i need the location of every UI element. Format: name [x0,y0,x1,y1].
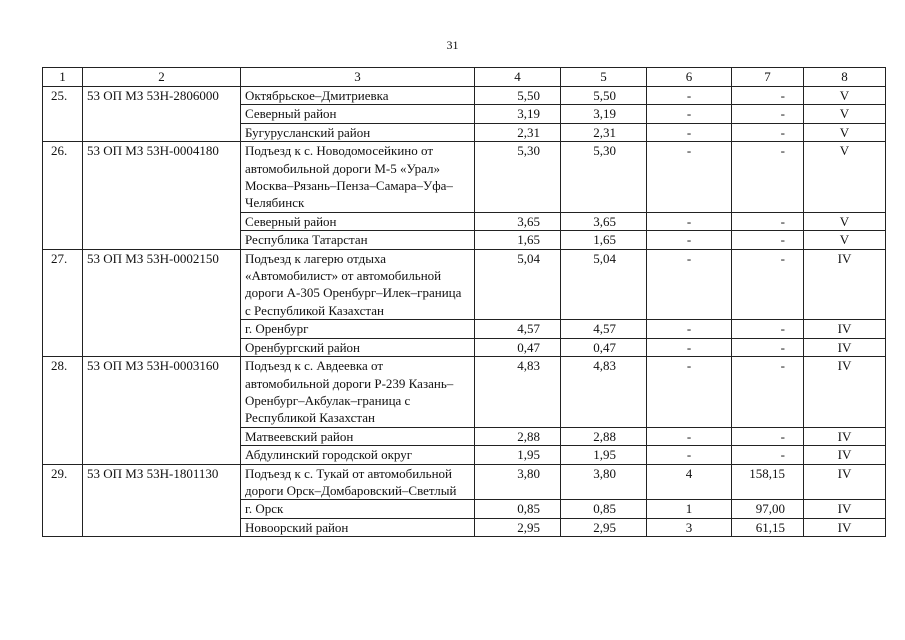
cell-col4: 2,95 [475,518,561,536]
cell-col8: V [804,87,886,105]
cell-col5: 3,19 [561,105,647,123]
cell-col5: 4,57 [561,320,647,338]
cell-col4: 0,85 [475,500,561,518]
cell-col4: 3,65 [475,212,561,230]
road-name: Октябрьское–Дмитриевка [241,87,475,105]
district-name: г. Оренбург [241,320,475,338]
header-cell-5: 5 [561,68,647,87]
cell-col7: - [732,249,804,320]
cell-col5: 5,30 [561,142,647,213]
cell-col5: 5,50 [561,87,647,105]
road-name: Подъезд к с. Новодомосейкино от автомобильной дороги М-5 «Урал» Москва–Рязань–Пенза–Самара–Уфа–Челябинск [241,142,475,213]
cell-col4: 2,31 [475,123,561,141]
road-name: Подъезд к с. Авдеевка от автомобильной дороги Р-239 Казань–Оренбург–Акбулак–граница с Республикой Казахстан [241,357,475,428]
header-cell-8: 8 [804,68,886,87]
district-name: Республика Татарстан [241,231,475,249]
cell-col6: - [647,212,732,230]
cell-col5: 0,85 [561,500,647,518]
header-cell-3: 3 [241,68,475,87]
cell-col7: - [732,123,804,141]
cell-col6: - [647,427,732,445]
road-index: 28. [43,357,83,464]
cell-col7: - [732,427,804,445]
cell-col7: - [732,320,804,338]
cell-col5: 5,04 [561,249,647,320]
cell-col8: IV [804,338,886,356]
cell-col7: - [732,212,804,230]
cell-col6: - [647,249,732,320]
cell-col8: IV [804,500,886,518]
cell-col8: V [804,231,886,249]
road-code: 53 ОП МЗ 53Н-0002150 [83,249,241,356]
cell-col7: - [732,446,804,464]
header-cell-7: 7 [732,68,804,87]
table-row [43,249,886,320]
cell-col8: V [804,105,886,123]
cell-col6: - [647,357,732,428]
cell-col6: - [647,142,732,213]
district-name: г. Орск [241,500,475,518]
cell-col6: - [647,338,732,356]
cell-col5: 2,88 [561,427,647,445]
road-code: 53 ОП МЗ 53Н-2806000 [83,87,241,142]
table-row [43,87,886,105]
district-name: Абдулинский городской округ [241,446,475,464]
cell-col8: IV [804,320,886,338]
cell-col7: - [732,87,804,105]
header-cell-2: 2 [83,68,241,87]
road-index: 27. [43,249,83,356]
road-code: 53 ОП МЗ 53Н-1801130 [83,464,241,537]
cell-col8: V [804,212,886,230]
cell-col6: 4 [647,464,732,500]
road-code: 53 ОП МЗ 53Н-0004180 [83,142,241,249]
cell-col7: - [732,142,804,213]
cell-col8: IV [804,249,886,320]
cell-col7: 61,15 [732,518,804,536]
road-index: 29. [43,464,83,537]
cell-col5: 3,65 [561,212,647,230]
cell-col4: 2,88 [475,427,561,445]
road-index: 26. [43,142,83,249]
cell-col5: 1,65 [561,231,647,249]
cell-col4: 5,04 [475,249,561,320]
cell-col4: 3,19 [475,105,561,123]
cell-col6: - [647,446,732,464]
cell-col6: - [647,123,732,141]
cell-col4: 4,83 [475,357,561,428]
cell-col7: - [732,105,804,123]
roads-table [42,67,886,537]
district-name: Оренбургский район [241,338,475,356]
cell-col8: IV [804,357,886,428]
header-cell-6: 6 [647,68,732,87]
table-row [43,464,886,500]
cell-col5: 3,80 [561,464,647,500]
cell-col5: 0,47 [561,338,647,356]
cell-col4: 5,30 [475,142,561,213]
header-cell-4: 4 [475,68,561,87]
cell-col6: 1 [647,500,732,518]
cell-col8: IV [804,446,886,464]
table-row [43,142,886,213]
cell-col4: 0,47 [475,338,561,356]
cell-col7: 158,15 [732,464,804,500]
road-name: Подъезд к с. Тукай от автомобильной дороги Орск–Домбаровский–Светлый [241,464,475,500]
page-number: 31 [446,38,459,52]
district-name: Северный район [241,105,475,123]
header-row [43,68,886,87]
district-name: Матвеевский район [241,427,475,445]
cell-col6: - [647,87,732,105]
cell-col6: - [647,320,732,338]
cell-col7: - [732,231,804,249]
cell-col5: 4,83 [561,357,647,428]
cell-col7: 97,00 [732,500,804,518]
cell-col5: 1,95 [561,446,647,464]
cell-col8: IV [804,464,886,500]
cell-col8: IV [804,427,886,445]
cell-col5: 2,31 [561,123,647,141]
cell-col8: V [804,123,886,141]
road-name: Подъезд к лагерю отдыха «Автомобилист» от автомобильной дороги А-305 Оренбург–Илек–граница с Республикой Казахстан [241,249,475,320]
cell-col7: - [732,338,804,356]
cell-col6: - [647,105,732,123]
cell-col6: 3 [647,518,732,536]
cell-col8: IV [804,518,886,536]
cell-col4: 4,57 [475,320,561,338]
cell-col8: V [804,142,886,213]
cell-col5: 2,95 [561,518,647,536]
header-cell-1: 1 [43,68,83,87]
district-name: Новоорский район [241,518,475,536]
cell-col4: 3,80 [475,464,561,500]
cell-col7: - [732,357,804,428]
road-code: 53 ОП МЗ 53Н-0003160 [83,357,241,464]
district-name: Северный район [241,212,475,230]
table-row [43,357,886,428]
road-index: 25. [43,87,83,142]
table-body [43,87,886,537]
district-name: Бугурусланский район [241,123,475,141]
cell-col4: 1,95 [475,446,561,464]
cell-col6: - [647,231,732,249]
cell-col4: 1,65 [475,231,561,249]
cell-col4: 5,50 [475,87,561,105]
